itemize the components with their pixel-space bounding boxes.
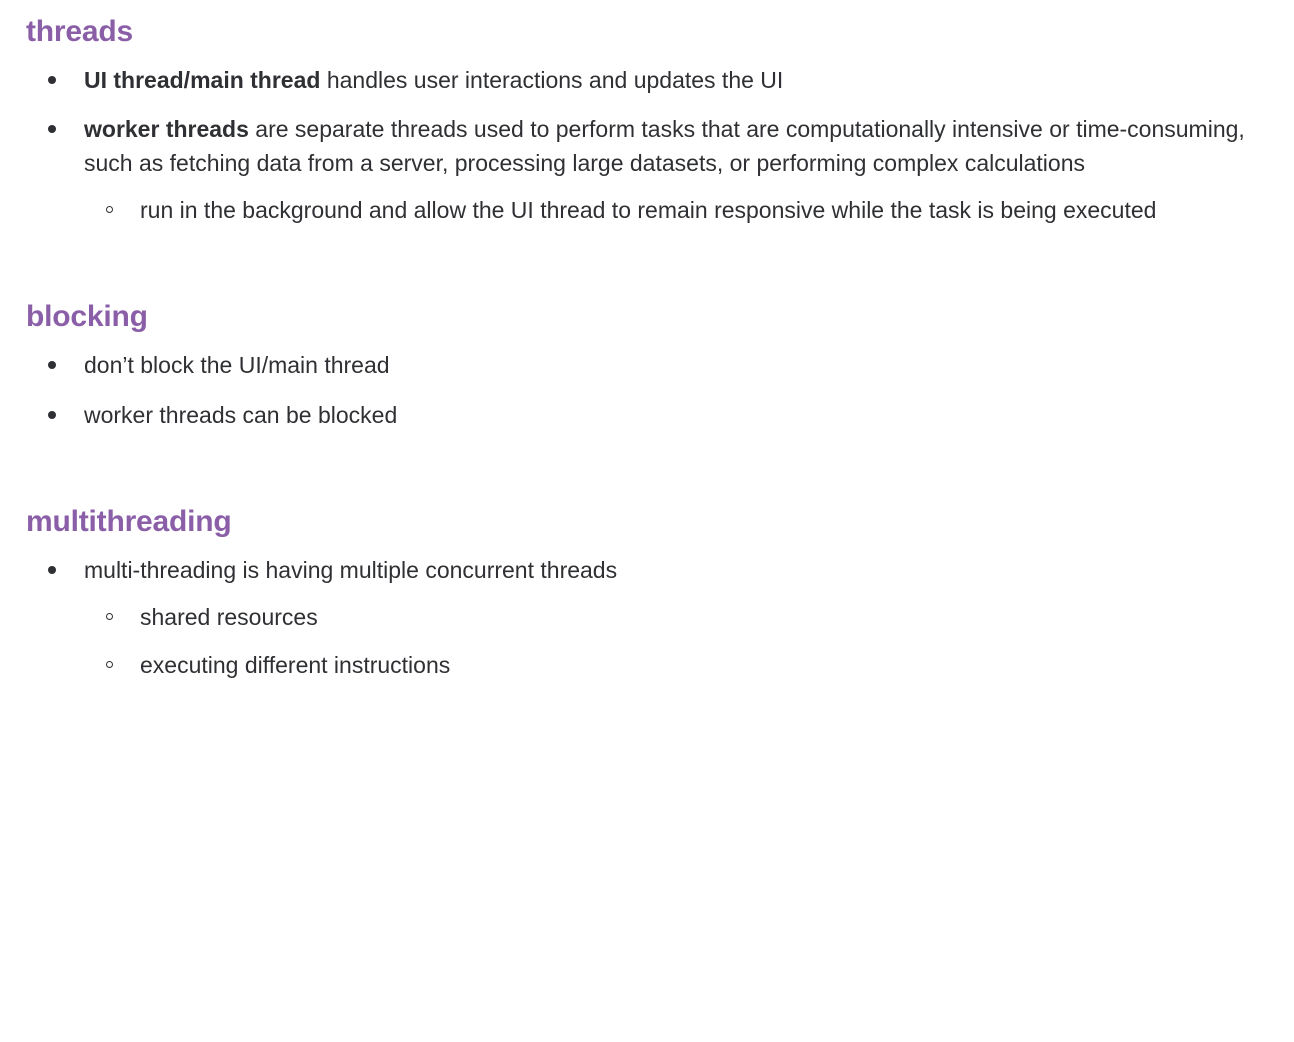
sub-list-item-text: run in the background and allow the UI thread to remain responsive while the task is being executed xyxy=(140,197,1157,224)
section-title-threads: threads xyxy=(26,15,133,48)
bullet-dot-icon xyxy=(48,566,56,574)
bullet-list-threads xyxy=(26,64,1268,227)
bullet-dot-icon xyxy=(48,76,56,84)
list-item xyxy=(26,349,1268,382)
sub-list-item-text: shared resources xyxy=(140,604,318,631)
list-item-text: handles user interactions and updates the UI xyxy=(320,67,784,93)
bullet-list-blocking xyxy=(26,349,1268,432)
list-item-text: don’t block the UI/main thread xyxy=(84,352,390,379)
list-item-text: multi-threading is having multiple concurrent threads xyxy=(84,557,618,584)
section-title-multithreading: multithreading xyxy=(26,505,232,539)
bullet-circle-icon xyxy=(106,613,113,620)
bullet-dot-icon xyxy=(48,361,56,369)
bullet-dot-icon xyxy=(48,411,56,419)
bullet-list-multithreading xyxy=(26,554,1268,682)
list-item-bold: UI thread/main thread xyxy=(84,67,321,93)
bullet-circle-icon xyxy=(106,206,113,213)
list-item xyxy=(26,113,1268,227)
list-item-text: worker threads can be blocked xyxy=(84,401,398,428)
list-item xyxy=(26,64,1268,97)
bullet-circle-icon xyxy=(106,661,113,668)
sub-list-item xyxy=(84,601,1268,634)
sub-bullet-list xyxy=(84,601,1268,682)
section-threads xyxy=(26,14,1268,227)
section-multithreading xyxy=(26,504,1268,682)
sub-bullet-list xyxy=(84,194,1268,227)
list-item xyxy=(26,399,1268,432)
section-blocking xyxy=(26,299,1268,432)
sub-list-item-text: executing different instructions xyxy=(140,651,451,678)
sub-list-item xyxy=(84,194,1268,227)
list-item-text: are separate threads used to perform tasks that are computationally intensive or time-consuming, such as fetching data from a server, processing large datasets, or performing complex calculations xyxy=(84,116,1245,176)
bullet-dot-icon xyxy=(48,125,56,133)
list-item-bold: worker threads xyxy=(84,116,249,143)
sub-list-item xyxy=(84,649,1268,682)
section-title-blocking: blocking xyxy=(26,300,148,334)
list-item xyxy=(26,554,1268,682)
